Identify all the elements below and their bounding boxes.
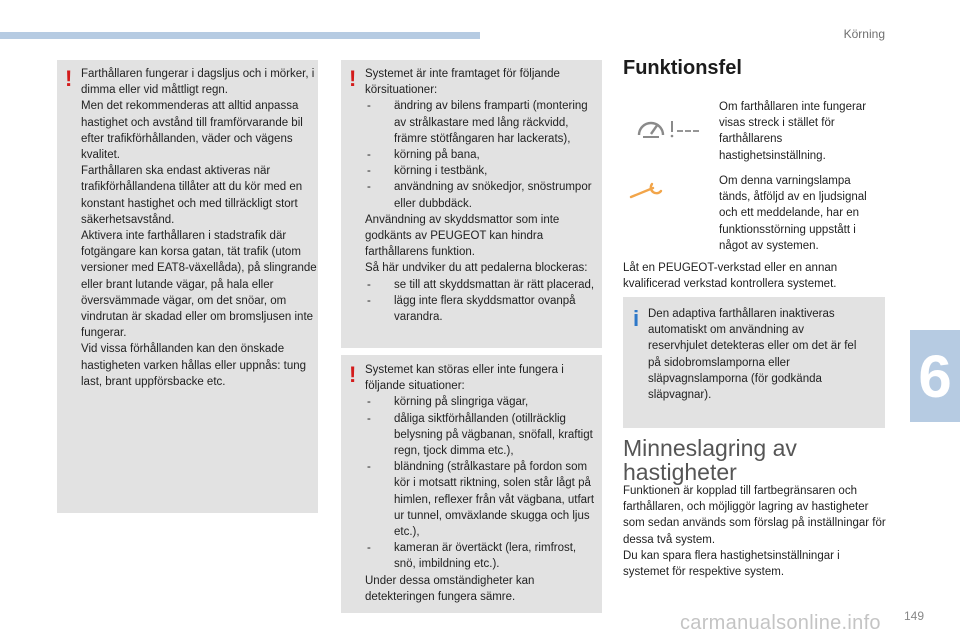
fault-row-text: Om farthållaren inte fungerar visas streck i stället för farthållarens hastighetsinställning. [719, 101, 867, 162]
fault-row-text: Om denna varningslampa tänds, åtföljd av en ljudsignal och ett meddelande, har en funktionsstörning uppstått i något av systemen. [719, 175, 867, 252]
fault-advice: Låt en PEUGEOT-verkstad eller en annan kvalificerad verkstad kontrollera systemet. [623, 262, 838, 291]
situation-list [365, 394, 601, 572]
list-item: - körning i testbänk, [365, 163, 601, 179]
warning-text [365, 66, 601, 325]
list-item: - ändring av bilens framparti (montering av strålkastare med lång räckvidd, främre stötfångaren har lackerats), [365, 98, 601, 147]
info-text: Den adaptiva farthållaren inaktiveras automatiskt om användning av reservhjulet detekteras eller om det är fel på sidobromslamporna eller släpvagnslamporna (för godkända släpvagnar). [648, 308, 857, 402]
list-item: - körning på slingriga vägar, [365, 394, 601, 410]
paragraph: Funktionen är kopplad till fartbegränsaren och farthållaren, och möjliggör lagring av hastigheter som sedan används som förslag på inställningar för dessa två system. [623, 485, 886, 546]
warning-text [81, 66, 317, 390]
paragraph: Farthållaren ska endast aktiveras när trafikförhållandena tillåter att du kör med en konstant hastighet och med tillräckligt stort säkerhetsavstånd. [81, 165, 303, 226]
warning-box-daylight [57, 60, 318, 513]
list-item: - bländning (strålkastare på fordon som kör i motsatt riktning, solen står lågt på himlen, reflexer från våt vägbana, utfart ur tunnel, omväxlande skugga och ljus etc.), [365, 459, 601, 540]
page-number: 149 [903, 609, 924, 623]
paragraph: Vid vissa förhållanden kan den önskade hastigheten varken hållas eller uppnås: tung last, brant uppförsbacke etc. [81, 343, 307, 388]
outro: Under dessa omständigheter kan detekteringen fungera sämre. [365, 574, 535, 603]
warning-text [365, 362, 601, 605]
paragraph: Användning av skyddsmattor som inte godkänts av PEUGEOT kan hindra farthållarens funktion. [365, 213, 560, 259]
paragraph: Aktivera inte farthållaren i stadstrafik där fotgängare kan korsa gatan, tät trafik (utom versioner med EAT8-växellåda), på slingrande eller brant lutande vägar, på hala eller översvämmade vägar, om det snöar, om vindrutan är skadad eller om bromsljusen inte fungerar. [81, 230, 317, 340]
intro: Systemet är inte framtaget för följande körsituationer: [365, 68, 560, 97]
warning-box-disturbances [341, 355, 602, 613]
list-item: - kameran är övertäckt (lera, rimfrost, snö, imbildning etc.). [365, 540, 601, 572]
list-item: - se till att skyddsmattan är rätt placerad, [365, 277, 601, 293]
memory-text [623, 483, 888, 580]
section-title: Körning [843, 27, 885, 41]
situation-list [365, 98, 601, 211]
warning-box-not-designed-for [341, 60, 602, 348]
memory-section-title: Minneslagring av hastigheter [623, 435, 797, 485]
advice-list [365, 277, 601, 326]
paragraph: Men det rekommenderas att alltid anpassa hastighet och avstånd till framförvarande bil efter trafikförhållanden, väder och vägens kvalitet. [81, 100, 303, 162]
header-accent-bar [0, 32, 480, 39]
info-box [623, 297, 885, 428]
speedometer-dashes-icon [636, 113, 700, 141]
fault-section-title: Funktionsfel [623, 57, 742, 79]
wrench-icon [628, 180, 668, 202]
intro: Systemet kan störas eller inte fungera i följande situationer: [365, 364, 564, 393]
warning-exclamation-icon: ! [349, 66, 357, 91]
warning-exclamation-icon: ! [65, 66, 73, 91]
list-item: - lägg inte flera skyddsmattor ovanpå varandra. [365, 293, 601, 325]
paragraph: Så här undviker du att pedalerna blockeras: [365, 262, 588, 275]
chapter-tab: 6 [910, 330, 960, 422]
list-item: - körning på bana, [365, 147, 601, 163]
list-item: - användning av snökedjor, snöstrumpor eller dubbdäck. [365, 179, 601, 211]
info-icon: i [633, 306, 640, 331]
list-item: - dåliga siktförhållanden (otillräcklig belysning på vägbanan, snöfall, kraftigt regn, tjock dimma etc.), [365, 411, 601, 460]
paragraph: Du kan spara flera hastighetsinställningar i systemet för respektive system. [623, 549, 840, 579]
warning-exclamation-icon: ! [349, 362, 357, 387]
paragraph: Farthållaren fungerar i dagsljus och i mörker, i dimma eller vid måttligt regn. [81, 68, 315, 97]
watermark: carmanualsonline.info [680, 612, 881, 634]
